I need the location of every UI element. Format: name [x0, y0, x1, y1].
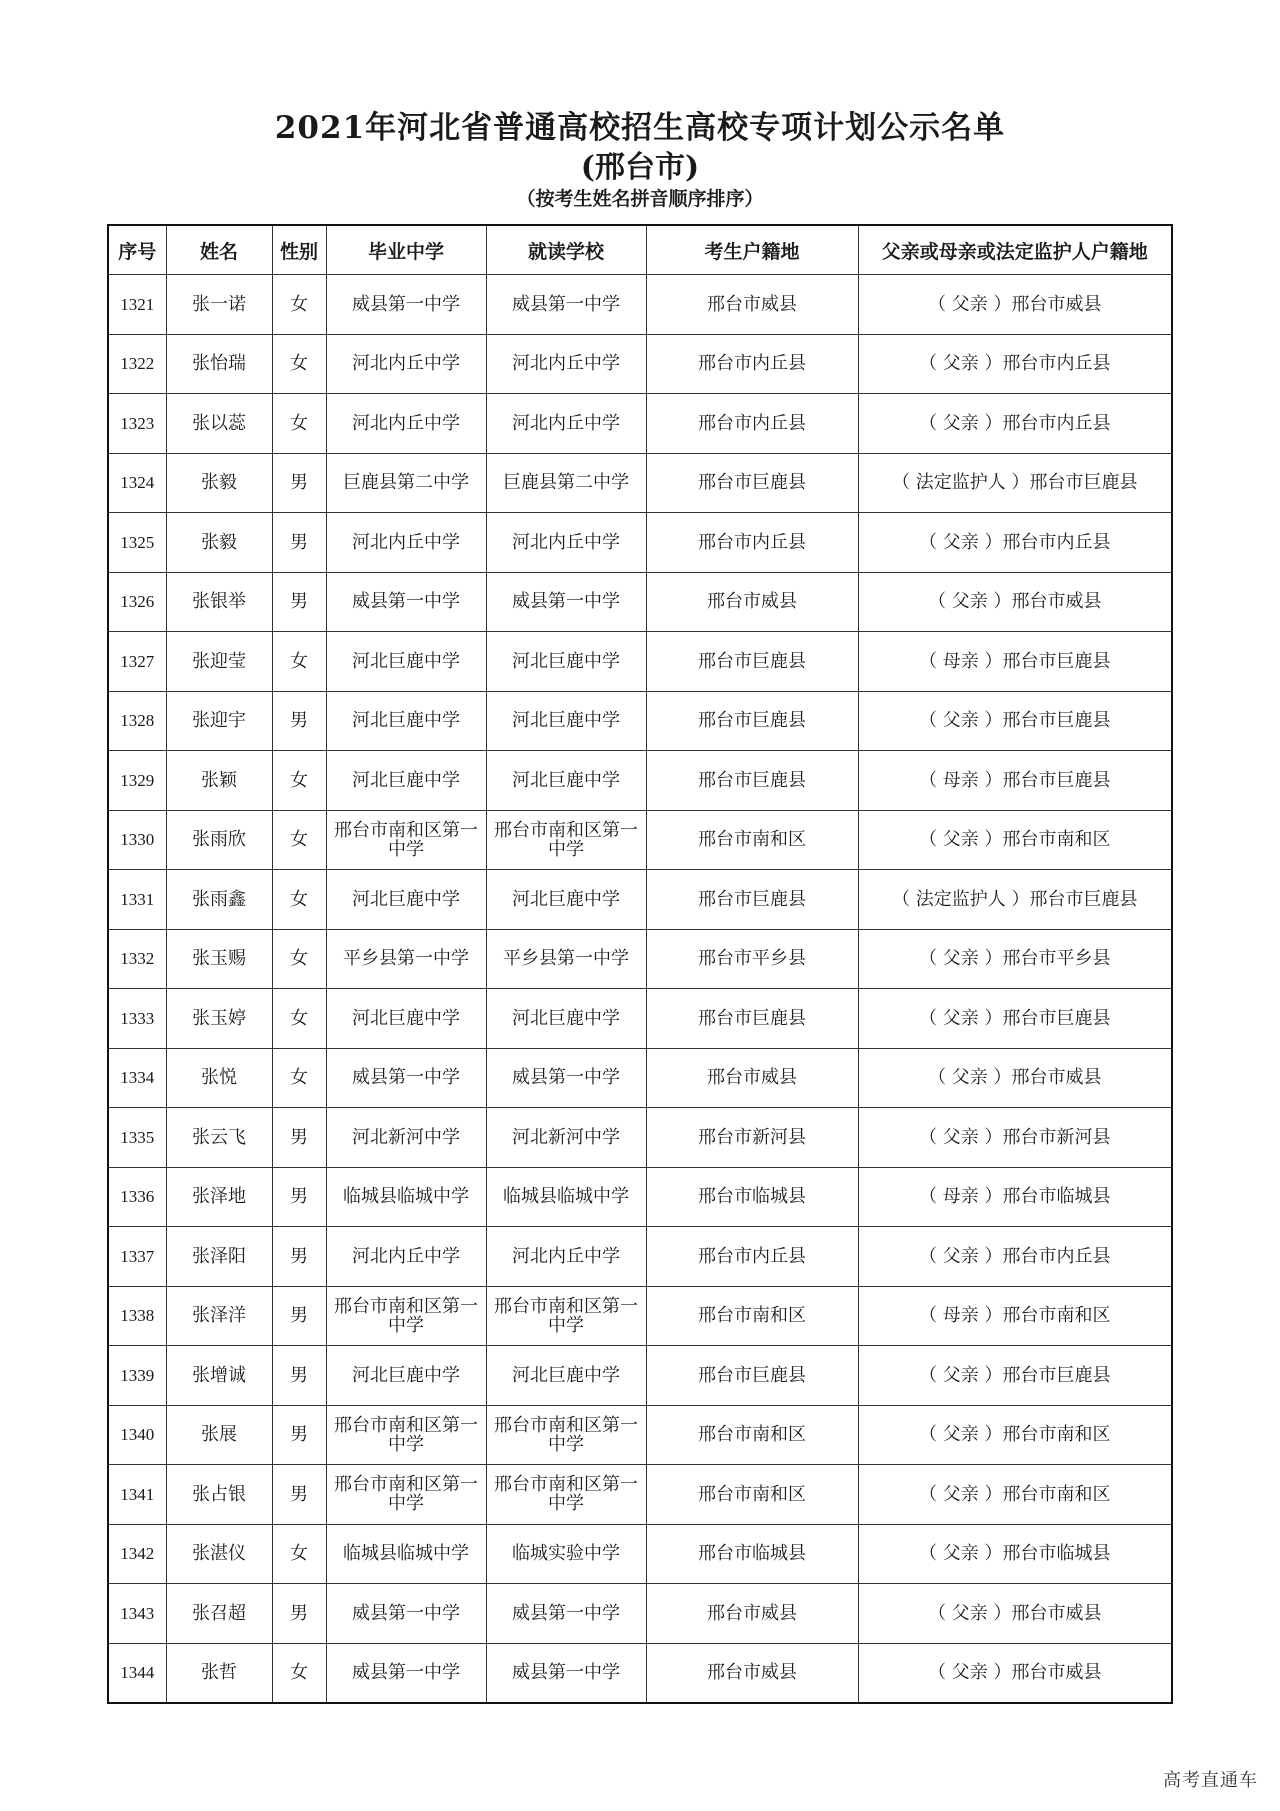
- cell-graduated-school: 河北巨鹿中学: [326, 1346, 486, 1406]
- cell-graduated-school: 威县第一中学: [326, 1643, 486, 1703]
- cell-seq: 1343: [108, 1584, 166, 1644]
- cell-student-hukou: 邢台市巨鹿县: [646, 453, 858, 513]
- cell-guardian-hukou: （ 父亲 ）邢台市内丘县: [858, 513, 1172, 573]
- table-row: [108, 1048, 1172, 1108]
- cell-graduated-school: 平乡县第一中学: [326, 929, 486, 989]
- cell-guardian-hukou: （ 父亲 ）邢台市南和区: [858, 1465, 1172, 1525]
- cell-student-hukou: 邢台市巨鹿县: [646, 632, 858, 692]
- cell-seq: 1322: [108, 334, 166, 394]
- table-row: [108, 632, 1172, 692]
- cell-guardian-hukou: （ 父亲 ）邢台市巨鹿县: [858, 691, 1172, 751]
- cell-gender: 男: [272, 572, 326, 632]
- cell-student-hukou: 邢台市南和区: [646, 1286, 858, 1346]
- cell-current-school: 河北巨鹿中学: [486, 1346, 646, 1406]
- cell-current-school: 邢台市南和区第一中学: [486, 810, 646, 870]
- cell-graduated-school: 河北巨鹿中学: [326, 870, 486, 930]
- cell-seq: 1323: [108, 394, 166, 454]
- cell-seq: 1331: [108, 870, 166, 930]
- roster-table-body: [108, 275, 1172, 1704]
- cell-guardian-hukou: （ 母亲 ）邢台市临城县: [858, 1167, 1172, 1227]
- cell-name: 张云飞: [166, 1108, 272, 1168]
- cell-guardian-hukou: （ 父亲 ）邢台市巨鹿县: [858, 989, 1172, 1049]
- cell-seq: 1338: [108, 1286, 166, 1346]
- cell-name: 张银举: [166, 572, 272, 632]
- cell-name: 张颖: [166, 751, 272, 811]
- cell-student-hukou: 邢台市威县: [646, 1048, 858, 1108]
- table-row: [108, 1167, 1172, 1227]
- cell-name: 张毅: [166, 453, 272, 513]
- cell-seq: 1326: [108, 572, 166, 632]
- table-row: [108, 989, 1172, 1049]
- cell-guardian-hukou: （ 父亲 ）邢台市威县: [858, 1048, 1172, 1108]
- cell-seq: 1339: [108, 1346, 166, 1406]
- cell-current-school: 河北内丘中学: [486, 513, 646, 573]
- cell-name: 张泽地: [166, 1167, 272, 1227]
- cell-current-school: 河北内丘中学: [486, 334, 646, 394]
- table-row: [108, 1405, 1172, 1465]
- cell-current-school: 临城实验中学: [486, 1524, 646, 1584]
- cell-gender: 男: [272, 1108, 326, 1168]
- cell-guardian-hukou: （ 父亲 ）邢台市威县: [858, 1643, 1172, 1703]
- cell-gender: 女: [272, 929, 326, 989]
- cell-seq: 1327: [108, 632, 166, 692]
- table-row: [108, 1524, 1172, 1584]
- header-current-school: 就读学校: [486, 225, 646, 275]
- cell-graduated-school: 河北巨鹿中学: [326, 989, 486, 1049]
- cell-student-hukou: 邢台市临城县: [646, 1524, 858, 1584]
- cell-gender: 女: [272, 632, 326, 692]
- cell-graduated-school: 临城县临城中学: [326, 1524, 486, 1584]
- cell-gender: 女: [272, 334, 326, 394]
- cell-graduated-school: 邢台市南和区第一中学: [326, 1286, 486, 1346]
- cell-graduated-school: 巨鹿县第二中学: [326, 453, 486, 513]
- cell-student-hukou: 邢台市南和区: [646, 810, 858, 870]
- cell-seq: 1340: [108, 1405, 166, 1465]
- cell-seq: 1344: [108, 1643, 166, 1703]
- cell-guardian-hukou: （ 母亲 ）邢台市南和区: [858, 1286, 1172, 1346]
- header-student-hukou: 考生户籍地: [646, 225, 858, 275]
- cell-guardian-hukou: （ 父亲 ）邢台市南和区: [858, 810, 1172, 870]
- cell-name: 张占银: [166, 1465, 272, 1525]
- cell-seq: 1342: [108, 1524, 166, 1584]
- table-row: [108, 513, 1172, 573]
- cell-gender: 女: [272, 1524, 326, 1584]
- cell-gender: 女: [272, 394, 326, 454]
- cell-student-hukou: 邢台市新河县: [646, 1108, 858, 1168]
- cell-name: 张雨欣: [166, 810, 272, 870]
- table-row: [108, 691, 1172, 751]
- cell-student-hukou: 邢台市威县: [646, 275, 858, 335]
- cell-graduated-school: 河北内丘中学: [326, 513, 486, 573]
- cell-gender: 男: [272, 691, 326, 751]
- cell-name: 张以蕊: [166, 394, 272, 454]
- cell-student-hukou: 邢台市巨鹿县: [646, 751, 858, 811]
- cell-name: 张玉婷: [166, 989, 272, 1049]
- cell-graduated-school: 河北内丘中学: [326, 334, 486, 394]
- document-city-subtitle: (邢台市): [580, 150, 700, 185]
- cell-guardian-hukou: （ 法定监护人 ）邢台市巨鹿县: [858, 453, 1172, 513]
- cell-gender: 男: [272, 1286, 326, 1346]
- cell-name: 张增诚: [166, 1346, 272, 1406]
- cell-student-hukou: 邢台市巨鹿县: [646, 691, 858, 751]
- header-row: [108, 225, 1172, 275]
- cell-guardian-hukou: （ 母亲 ）邢台市巨鹿县: [858, 751, 1172, 811]
- cell-current-school: 临城县临城中学: [486, 1167, 646, 1227]
- cell-student-hukou: 邢台市临城县: [646, 1167, 858, 1227]
- cell-guardian-hukou: （ 父亲 ）邢台市内丘县: [858, 1227, 1172, 1287]
- cell-graduated-school: 临城县临城中学: [326, 1167, 486, 1227]
- cell-graduated-school: 河北巨鹿中学: [326, 632, 486, 692]
- cell-graduated-school: 威县第一中学: [326, 1584, 486, 1644]
- cell-gender: 女: [272, 751, 326, 811]
- header-guardian-hukou: 父亲或母亲或法定监护人户籍地: [858, 225, 1172, 275]
- cell-name: 张迎宇: [166, 691, 272, 751]
- cell-guardian-hukou: （ 父亲 ）邢台市巨鹿县: [858, 1346, 1172, 1406]
- cell-seq: 1330: [108, 810, 166, 870]
- table-row: [108, 810, 1172, 870]
- cell-gender: 男: [272, 1465, 326, 1525]
- roster-table: [107, 224, 1173, 1704]
- cell-graduated-school: 河北内丘中学: [326, 394, 486, 454]
- table-row: [108, 1465, 1172, 1525]
- cell-current-school: 威县第一中学: [486, 275, 646, 335]
- cell-current-school: 河北新河中学: [486, 1108, 646, 1168]
- cell-gender: 女: [272, 989, 326, 1049]
- cell-student-hukou: 邢台市平乡县: [646, 929, 858, 989]
- cell-name: 张一诺: [166, 275, 272, 335]
- cell-graduated-school: 河北内丘中学: [326, 1227, 486, 1287]
- cell-student-hukou: 邢台市南和区: [646, 1405, 858, 1465]
- cell-guardian-hukou: （ 父亲 ）邢台市内丘县: [858, 394, 1172, 454]
- cell-student-hukou: 邢台市南和区: [646, 1465, 858, 1525]
- cell-name: 张泽洋: [166, 1286, 272, 1346]
- cell-guardian-hukou: （ 父亲 ）邢台市威县: [858, 572, 1172, 632]
- cell-guardian-hukou: （ 父亲 ）邢台市内丘县: [858, 334, 1172, 394]
- header-name: 姓名: [166, 225, 272, 275]
- cell-student-hukou: 邢台市内丘县: [646, 334, 858, 394]
- cell-current-school: 威县第一中学: [486, 1584, 646, 1644]
- cell-current-school: 巨鹿县第二中学: [486, 453, 646, 513]
- cell-name: 张展: [166, 1405, 272, 1465]
- cell-current-school: 威县第一中学: [486, 1643, 646, 1703]
- cell-student-hukou: 邢台市巨鹿县: [646, 1346, 858, 1406]
- table-row: [108, 1286, 1172, 1346]
- cell-gender: 女: [272, 870, 326, 930]
- cell-student-hukou: 邢台市威县: [646, 1584, 858, 1644]
- document-sort-note: （按考生姓名拼音顺序排序）: [516, 188, 764, 210]
- cell-seq: 1337: [108, 1227, 166, 1287]
- cell-gender: 女: [272, 1048, 326, 1108]
- cell-current-school: 河北巨鹿中学: [486, 870, 646, 930]
- cell-guardian-hukou: （ 父亲 ）邢台市平乡县: [858, 929, 1172, 989]
- cell-guardian-hukou: （ 父亲 ）邢台市威县: [858, 275, 1172, 335]
- cell-seq: 1335: [108, 1108, 166, 1168]
- cell-graduated-school: 河北巨鹿中学: [326, 691, 486, 751]
- cell-graduated-school: 邢台市南和区第一中学: [326, 810, 486, 870]
- cell-graduated-school: 威县第一中学: [326, 1048, 486, 1108]
- cell-name: 张怡瑞: [166, 334, 272, 394]
- cell-gender: 男: [272, 1584, 326, 1644]
- cell-gender: 女: [272, 810, 326, 870]
- cell-seq: 1341: [108, 1465, 166, 1525]
- cell-name: 张哲: [166, 1643, 272, 1703]
- cell-name: 张毅: [166, 513, 272, 573]
- table-row: [108, 929, 1172, 989]
- table-row: [108, 394, 1172, 454]
- cell-seq: 1325: [108, 513, 166, 573]
- table-row: [108, 1227, 1172, 1287]
- table-row: [108, 275, 1172, 335]
- cell-gender: 男: [272, 1346, 326, 1406]
- table-row: [108, 572, 1172, 632]
- cell-seq: 1328: [108, 691, 166, 751]
- cell-current-school: 河北巨鹿中学: [486, 989, 646, 1049]
- cell-gender: 女: [272, 1643, 326, 1703]
- cell-graduated-school: 邢台市南和区第一中学: [326, 1465, 486, 1525]
- cell-gender: 女: [272, 275, 326, 335]
- cell-current-school: 河北内丘中学: [486, 1227, 646, 1287]
- document-title: 2021年河北省普通高校招生高校专项计划公示名单: [274, 110, 1006, 146]
- cell-current-school: 河北巨鹿中学: [486, 751, 646, 811]
- cell-gender: 男: [272, 1405, 326, 1465]
- cell-graduated-school: 邢台市南和区第一中学: [326, 1405, 486, 1465]
- table-row: [108, 751, 1172, 811]
- table-row: [108, 1108, 1172, 1168]
- cell-student-hukou: 邢台市内丘县: [646, 394, 858, 454]
- cell-student-hukou: 邢台市威县: [646, 572, 858, 632]
- cell-seq: 1334: [108, 1048, 166, 1108]
- cell-gender: 男: [272, 513, 326, 573]
- cell-guardian-hukou: （ 父亲 ）邢台市新河县: [858, 1108, 1172, 1168]
- cell-name: 张雨鑫: [166, 870, 272, 930]
- cell-current-school: 平乡县第一中学: [486, 929, 646, 989]
- cell-name: 张悦: [166, 1048, 272, 1108]
- header-seq: 序号: [108, 225, 166, 275]
- table-row: [108, 1584, 1172, 1644]
- table-row: [108, 870, 1172, 930]
- table-row: [108, 1346, 1172, 1406]
- cell-guardian-hukou: （ 法定监护人 ）邢台市巨鹿县: [858, 870, 1172, 930]
- cell-seq: 1321: [108, 275, 166, 335]
- cell-current-school: 邢台市南和区第一中学: [486, 1405, 646, 1465]
- cell-graduated-school: 威县第一中学: [326, 275, 486, 335]
- cell-student-hukou: 邢台市威县: [646, 1643, 858, 1703]
- cell-current-school: 威县第一中学: [486, 572, 646, 632]
- cell-name: 张玉赐: [166, 929, 272, 989]
- cell-guardian-hukou: （ 父亲 ）邢台市威县: [858, 1584, 1172, 1644]
- cell-seq: 1336: [108, 1167, 166, 1227]
- cell-current-school: 河北巨鹿中学: [486, 632, 646, 692]
- roster-table-header: [108, 225, 1172, 275]
- cell-gender: 男: [272, 1167, 326, 1227]
- cell-seq: 1324: [108, 453, 166, 513]
- cell-current-school: 邢台市南和区第一中学: [486, 1286, 646, 1346]
- cell-current-school: 邢台市南和区第一中学: [486, 1465, 646, 1525]
- cell-name: 张迎莹: [166, 632, 272, 692]
- watermark-text: 高考直通车: [1163, 1770, 1258, 1791]
- cell-current-school: 威县第一中学: [486, 1048, 646, 1108]
- cell-gender: 男: [272, 1227, 326, 1287]
- cell-guardian-hukou: （ 母亲 ）邢台市巨鹿县: [858, 632, 1172, 692]
- cell-seq: 1332: [108, 929, 166, 989]
- cell-graduated-school: 河北新河中学: [326, 1108, 486, 1168]
- cell-graduated-school: 河北巨鹿中学: [326, 751, 486, 811]
- cell-name: 张湛仪: [166, 1524, 272, 1584]
- header-graduated-school: 毕业中学: [326, 225, 486, 275]
- cell-student-hukou: 邢台市内丘县: [646, 513, 858, 573]
- cell-name: 张泽阳: [166, 1227, 272, 1287]
- cell-student-hukou: 邢台市巨鹿县: [646, 870, 858, 930]
- cell-gender: 男: [272, 453, 326, 513]
- cell-current-school: 河北巨鹿中学: [486, 691, 646, 751]
- cell-guardian-hukou: （ 父亲 ）邢台市南和区: [858, 1405, 1172, 1465]
- table-row: [108, 1643, 1172, 1703]
- cell-seq: 1333: [108, 989, 166, 1049]
- cell-student-hukou: 邢台市巨鹿县: [646, 989, 858, 1049]
- cell-student-hukou: 邢台市内丘县: [646, 1227, 858, 1287]
- cell-name: 张召超: [166, 1584, 272, 1644]
- table-row: [108, 453, 1172, 513]
- cell-graduated-school: 威县第一中学: [326, 572, 486, 632]
- cell-seq: 1329: [108, 751, 166, 811]
- header-gender: 性别: [272, 225, 326, 275]
- table-row: [108, 334, 1172, 394]
- cell-current-school: 河北内丘中学: [486, 394, 646, 454]
- cell-guardian-hukou: （ 父亲 ）邢台市临城县: [858, 1524, 1172, 1584]
